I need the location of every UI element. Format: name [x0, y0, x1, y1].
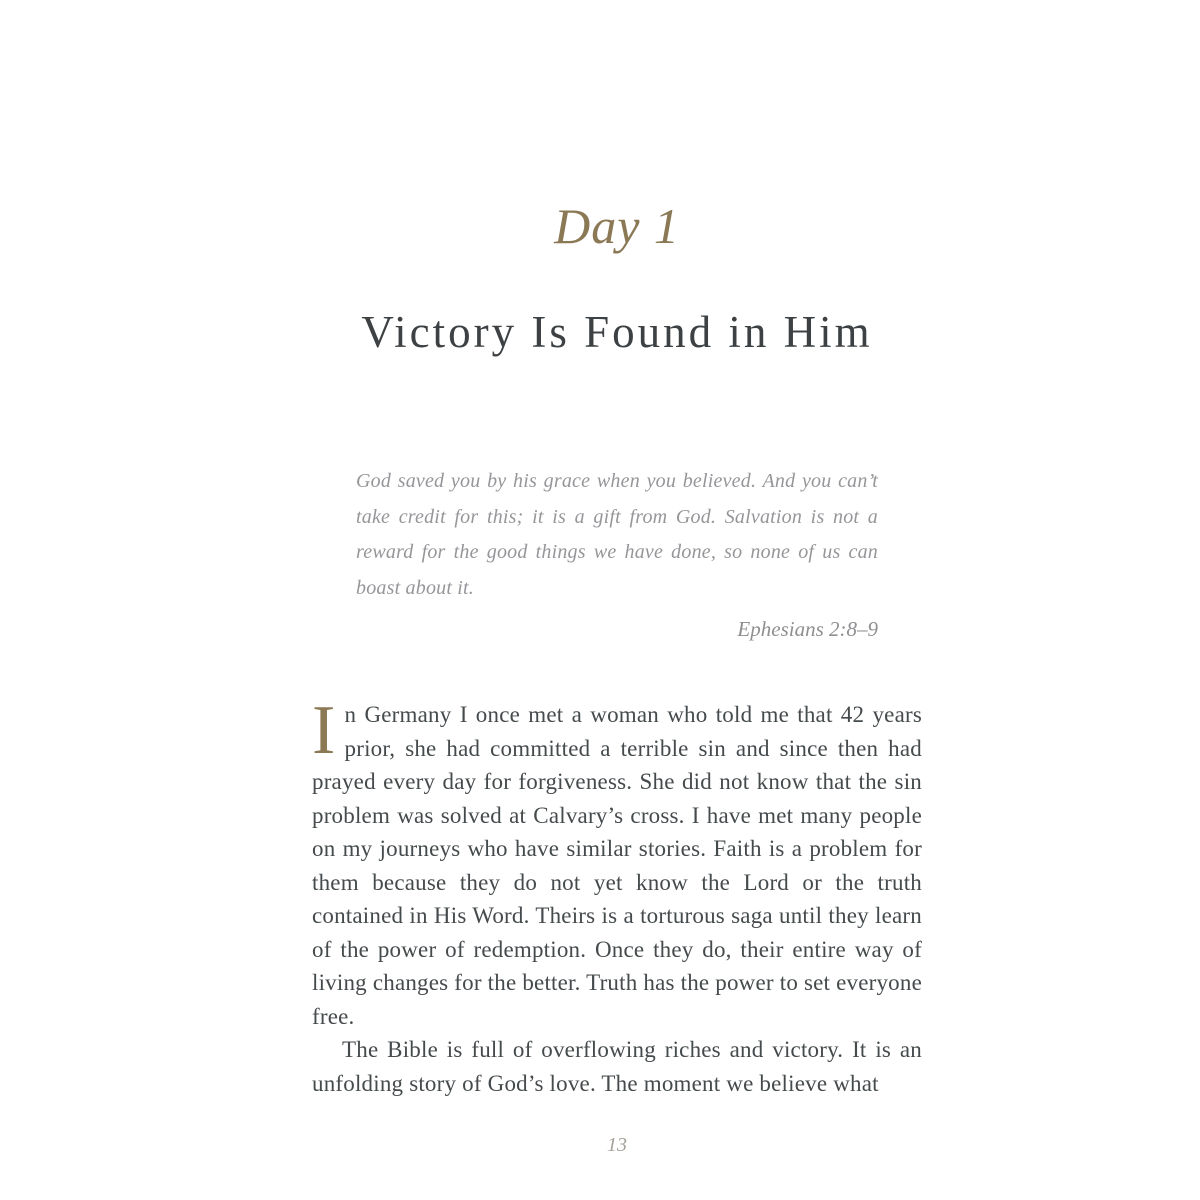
page-number: 13: [607, 1134, 627, 1156]
epigraph-attribution: Ephesians 2:8–9: [737, 617, 878, 641]
epigraph-verse-text: God saved you by his grace when you believed. And you can’t take credit for this; it is a gift from God. Salvation is not a reward for the good things we have done, so none of us can boast about it.: [356, 470, 878, 599]
day-label: Day 1: [554, 198, 680, 254]
epigraph-block: [356, 464, 878, 644]
paragraph-2: The Bible is full of overflowing riches and victory. It is an unfolding story of God’s love. The moment we believe what: [312, 1037, 922, 1096]
drop-cap: I: [312, 692, 336, 769]
body-text: [312, 692, 922, 1100]
page-content-column: [312, 0, 922, 1157]
chapter-title: Victory Is Found in Him: [361, 307, 873, 357]
paragraph-1-text: n Germany I once met a woman who told me that 42 years prior, she had committed a terrible sin and since then had prayed every day for forgiveness. She did not know that the sin problem was solved at Calvary’s cross. I have met many people on my journeys who have similar stories. Faith is a problem for them because they do not yet know the Lord or the truth contained in His Word. Theirs is a torturous saga until they learn of the power of redemption. Once they do, their entire way of living changes for the better. Truth has the power to set everyone free.: [312, 702, 922, 1029]
paragraph-1: [312, 692, 922, 1033]
